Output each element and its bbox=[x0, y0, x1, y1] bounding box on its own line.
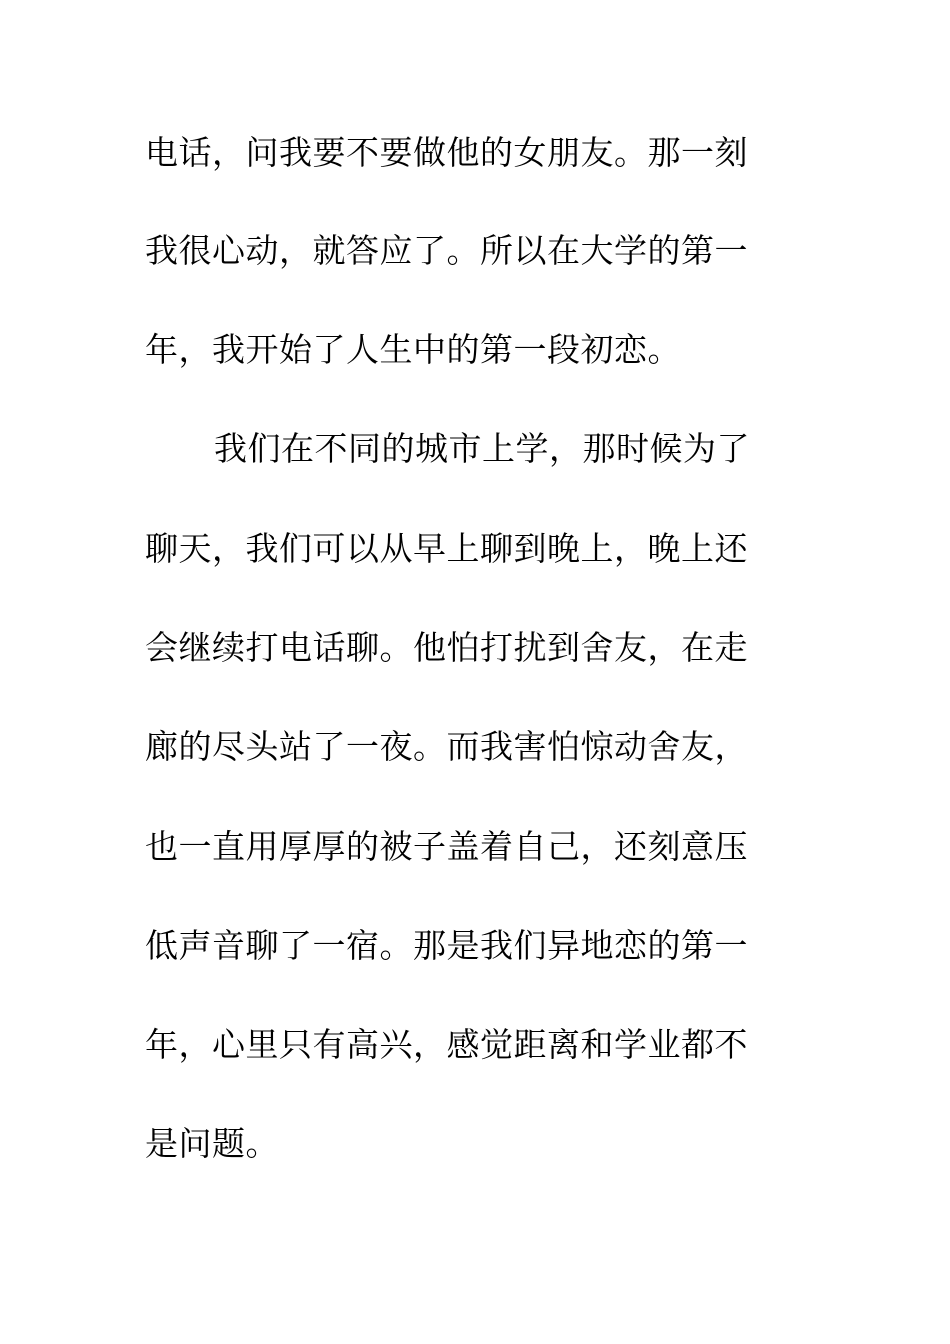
text-line: 我很心动，就答应了。所以在大学的第一 bbox=[145, 231, 748, 270]
text-line: 也一直用厚厚的被子盖着自己，还刻意压 bbox=[145, 827, 748, 866]
text-line: 会继续打电话聊。他怕打扰到舍友，在走 bbox=[145, 628, 748, 667]
text-line: 年，我开始了人生中的第一段初恋。 bbox=[145, 330, 681, 369]
text-line: 是问题。 bbox=[145, 1124, 279, 1163]
text-line: 廊的尽头站了一夜。而我害怕惊动舍友， bbox=[145, 727, 748, 766]
text-line: 电话，问我要不要做他的女朋友。那一刻 bbox=[145, 133, 748, 172]
paragraph-start-line: 我们在不同的城市上学，那时候为了 bbox=[214, 429, 750, 468]
text-line: 聊天，我们可以从早上聊到晚上，晚上还 bbox=[145, 529, 748, 568]
text-line: 年，心里只有高兴，感觉距离和学业都不 bbox=[145, 1025, 748, 1064]
text-line: 低声音聊了一宿。那是我们异地恋的第一 bbox=[145, 926, 748, 965]
